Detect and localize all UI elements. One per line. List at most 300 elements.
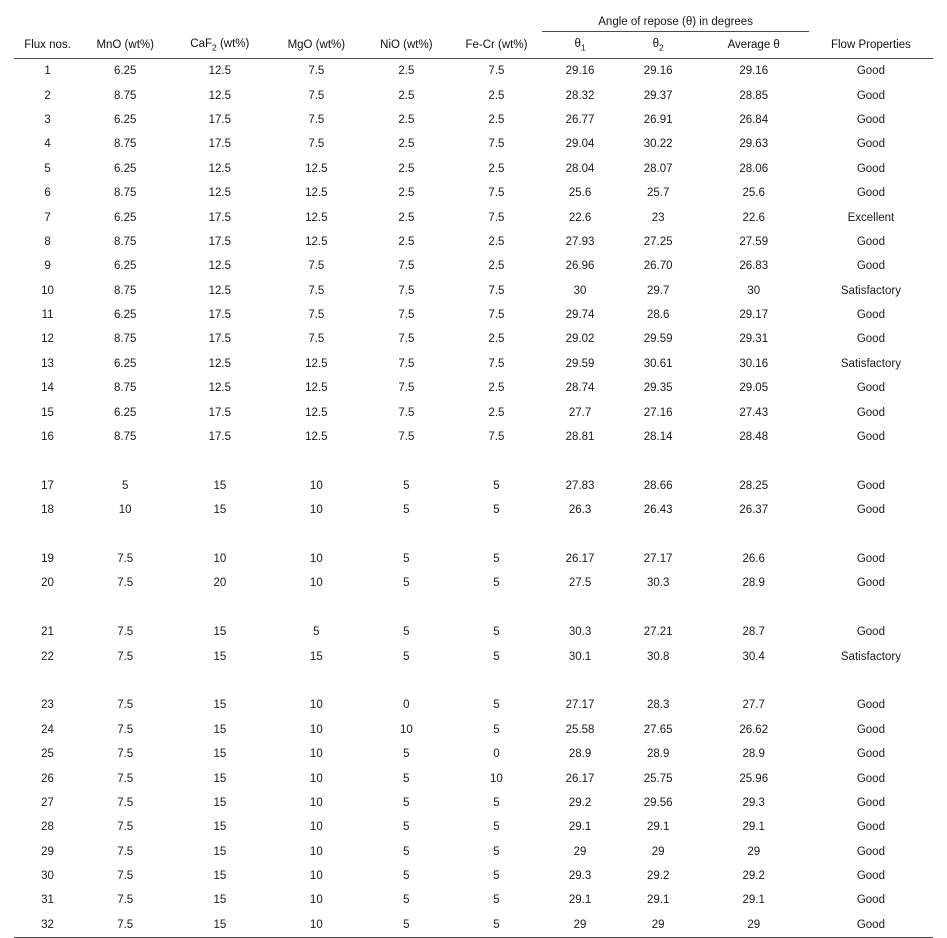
cell-average-theta: 28.9 (699, 742, 809, 766)
cell-mno: 7.5 (81, 913, 169, 938)
cell-theta1: 22.6 (542, 205, 617, 229)
row-group-spacer (14, 522, 933, 546)
cell-fecr: 2.5 (450, 254, 542, 278)
group-header-pad (362, 10, 450, 32)
cell-fecr: 5 (450, 498, 542, 522)
cell-mgo: 7.5 (270, 254, 362, 278)
table-row (14, 157, 933, 181)
cell-mno: 6.25 (81, 400, 169, 424)
table-row (14, 205, 933, 229)
cell-nio: 10 (362, 718, 450, 742)
cell-nio: 2.5 (362, 230, 450, 254)
cell-flux-no: 26 (14, 766, 81, 790)
cell-mno: 7.5 (81, 815, 169, 839)
cell-theta2: 28.3 (618, 693, 699, 717)
group-header-angle-of-repose (542, 10, 808, 32)
cell-theta2: 29.35 (618, 376, 699, 400)
cell-mgo: 10 (270, 913, 362, 938)
cell-flux-no: 7 (14, 205, 81, 229)
cell-mgo: 12.5 (270, 205, 362, 229)
cell-theta2: 29.37 (618, 83, 699, 107)
group-header-pad (270, 10, 362, 32)
cell-nio: 5 (362, 840, 450, 864)
table-row (14, 108, 933, 132)
cell-flux-no: 19 (14, 547, 81, 571)
cell-mgo: 10 (270, 840, 362, 864)
cell-nio: 7.5 (362, 352, 450, 376)
cell-caf2: 15 (169, 620, 270, 644)
cell-caf2: 12.5 (169, 376, 270, 400)
group-header-pad (169, 10, 270, 32)
cell-nio: 7.5 (362, 279, 450, 303)
cell-theta2: 25.7 (618, 181, 699, 205)
table-row (14, 83, 933, 107)
cell-mno: 6.25 (81, 205, 169, 229)
table-row (14, 352, 933, 376)
cell-mno: 7.5 (81, 718, 169, 742)
cell-caf2: 15 (169, 840, 270, 864)
column-header-caf2: CaF$_2$ (wt%) (169, 32, 270, 58)
table-row (14, 840, 933, 864)
cell-mno: 7.5 (81, 840, 169, 864)
cell-theta1: 29 (542, 913, 617, 938)
cell-caf2: 15 (169, 474, 270, 498)
row-group-spacer-cell (14, 669, 933, 693)
cell-caf2: 17.5 (169, 132, 270, 156)
table-head (14, 10, 933, 59)
cell-mgo: 12.5 (270, 352, 362, 376)
cell-mgo: 10 (270, 474, 362, 498)
cell-fecr: 7.5 (450, 279, 542, 303)
column-header-theta2: $\theta_2$ (618, 32, 699, 58)
cell-average-theta: 26.37 (699, 498, 809, 522)
cell-caf2: 15 (169, 644, 270, 668)
cell-flow-properties: Good (809, 791, 933, 815)
cell-theta2: 29.2 (618, 864, 699, 888)
cell-flow-properties: Good (809, 181, 933, 205)
table-row (14, 254, 933, 278)
cell-mno: 7.5 (81, 693, 169, 717)
row-group-spacer (14, 669, 933, 693)
cell-nio: 5 (362, 498, 450, 522)
column-header-nio: NiO (wt%) (362, 32, 450, 58)
cell-nio: 7.5 (362, 254, 450, 278)
cell-mno: 6.25 (81, 254, 169, 278)
cell-mgo: 10 (270, 864, 362, 888)
table-row (14, 279, 933, 303)
row-group-spacer-cell (14, 596, 933, 620)
cell-flow-properties: Good (809, 230, 933, 254)
cell-caf2: 17.5 (169, 108, 270, 132)
column-header-row (14, 32, 933, 58)
cell-fecr: 2.5 (450, 83, 542, 107)
cell-fecr: 2.5 (450, 230, 542, 254)
table-row (14, 571, 933, 595)
cell-theta2: 27.21 (618, 620, 699, 644)
column-header-flux-nos: Flux nos. (14, 32, 81, 58)
cell-theta2: 29 (618, 913, 699, 938)
cell-flux-no: 5 (14, 157, 81, 181)
cell-fecr: 5 (450, 840, 542, 864)
cell-theta2: 29 (618, 840, 699, 864)
cell-nio: 5 (362, 547, 450, 571)
cell-fecr: 5 (450, 474, 542, 498)
cell-caf2: 17.5 (169, 425, 270, 449)
cell-nio: 2.5 (362, 181, 450, 205)
cell-caf2: 15 (169, 888, 270, 912)
table-body (14, 59, 933, 938)
cell-flow-properties: Good (809, 83, 933, 107)
cell-theta1: 29.16 (542, 59, 617, 84)
cell-flux-no: 18 (14, 498, 81, 522)
cell-flux-no: 29 (14, 840, 81, 864)
cell-average-theta: 28.85 (699, 83, 809, 107)
cell-caf2: 12.5 (169, 181, 270, 205)
cell-flow-properties: Good (809, 425, 933, 449)
cell-theta1: 26.77 (542, 108, 617, 132)
table-row (14, 864, 933, 888)
cell-mno: 8.75 (81, 376, 169, 400)
cell-theta1: 27.7 (542, 400, 617, 424)
cell-theta1: 29.1 (542, 815, 617, 839)
cell-theta1: 25.6 (542, 181, 617, 205)
cell-mgo: 5 (270, 620, 362, 644)
cell-mgo: 7.5 (270, 279, 362, 303)
cell-caf2: 12.5 (169, 157, 270, 181)
cell-fecr: 2.5 (450, 157, 542, 181)
cell-mno: 8.75 (81, 83, 169, 107)
cell-average-theta: 26.62 (699, 718, 809, 742)
cell-fecr: 7.5 (450, 425, 542, 449)
cell-mgo: 12.5 (270, 376, 362, 400)
cell-fecr: 2.5 (450, 108, 542, 132)
cell-theta1: 29.04 (542, 132, 617, 156)
table-row (14, 791, 933, 815)
cell-nio: 5 (362, 742, 450, 766)
cell-fecr: 7.5 (450, 132, 542, 156)
cell-flow-properties: Satisfactory (809, 352, 933, 376)
cell-flow-properties: Good (809, 59, 933, 84)
cell-caf2: 15 (169, 791, 270, 815)
cell-mgo: 7.5 (270, 108, 362, 132)
cell-caf2: 20 (169, 571, 270, 595)
column-header-mgo: MgO (wt%) (270, 32, 362, 58)
cell-average-theta: 29.1 (699, 888, 809, 912)
cell-mgo: 10 (270, 718, 362, 742)
cell-mno: 7.5 (81, 644, 169, 668)
cell-caf2: 17.5 (169, 230, 270, 254)
cell-theta2: 28.6 (618, 303, 699, 327)
cell-mno: 6.25 (81, 157, 169, 181)
cell-caf2: 12.5 (169, 59, 270, 84)
cell-nio: 5 (362, 474, 450, 498)
column-header-mno: MnO (wt%) (81, 32, 169, 58)
cell-fecr: 0 (450, 742, 542, 766)
cell-nio: 2.5 (362, 132, 450, 156)
cell-flux-no: 27 (14, 791, 81, 815)
group-header-pad (81, 10, 169, 32)
cell-mgo: 10 (270, 742, 362, 766)
cell-flow-properties: Good (809, 376, 933, 400)
cell-average-theta: 28.48 (699, 425, 809, 449)
cell-mgo: 7.5 (270, 327, 362, 351)
cell-caf2: 12.5 (169, 254, 270, 278)
cell-fecr: 5 (450, 547, 542, 571)
cell-mgo: 10 (270, 888, 362, 912)
cell-mgo: 10 (270, 791, 362, 815)
cell-nio: 5 (362, 766, 450, 790)
table-row (14, 230, 933, 254)
cell-theta1: 26.17 (542, 766, 617, 790)
cell-flux-no: 10 (14, 279, 81, 303)
cell-mno: 8.75 (81, 132, 169, 156)
cell-mgo: 10 (270, 571, 362, 595)
cell-mgo: 7.5 (270, 132, 362, 156)
row-group-spacer (14, 596, 933, 620)
cell-fecr: 5 (450, 718, 542, 742)
cell-theta2: 28.14 (618, 425, 699, 449)
cell-theta2: 28.07 (618, 157, 699, 181)
cell-caf2: 17.5 (169, 327, 270, 351)
table-row (14, 620, 933, 644)
cell-flux-no: 9 (14, 254, 81, 278)
cell-average-theta: 29 (699, 913, 809, 938)
cell-mgo: 12.5 (270, 157, 362, 181)
cell-mno: 5 (81, 474, 169, 498)
cell-nio: 5 (362, 815, 450, 839)
cell-flux-no: 31 (14, 888, 81, 912)
cell-theta2: 30.3 (618, 571, 699, 595)
cell-flux-no: 23 (14, 693, 81, 717)
cell-flow-properties: Good (809, 815, 933, 839)
cell-caf2: 15 (169, 815, 270, 839)
cell-average-theta: 29.16 (699, 59, 809, 84)
cell-flow-properties: Good (809, 132, 933, 156)
cell-flow-properties: Good (809, 718, 933, 742)
cell-flow-properties: Good (809, 888, 933, 912)
table-row (14, 888, 933, 912)
cell-theta1: 29.59 (542, 352, 617, 376)
cell-theta2: 26.70 (618, 254, 699, 278)
cell-caf2: 12.5 (169, 279, 270, 303)
cell-fecr: 7.5 (450, 59, 542, 84)
cell-flux-no: 4 (14, 132, 81, 156)
group-header-pad (809, 10, 933, 32)
cell-fecr: 5 (450, 693, 542, 717)
cell-fecr: 5 (450, 888, 542, 912)
cell-nio: 5 (362, 913, 450, 938)
cell-flux-no: 15 (14, 400, 81, 424)
table-row (14, 425, 933, 449)
cell-flow-properties: Good (809, 571, 933, 595)
cell-fecr: 2.5 (450, 376, 542, 400)
cell-theta2: 30.8 (618, 644, 699, 668)
cell-theta1: 30.3 (542, 620, 617, 644)
cell-average-theta: 29.05 (699, 376, 809, 400)
cell-flow-properties: Good (809, 474, 933, 498)
cell-caf2: 15 (169, 742, 270, 766)
cell-flow-properties: Good (809, 547, 933, 571)
cell-nio: 0 (362, 693, 450, 717)
cell-theta1: 28.32 (542, 83, 617, 107)
cell-nio: 7.5 (362, 425, 450, 449)
cell-theta2: 29.56 (618, 791, 699, 815)
cell-flux-no: 3 (14, 108, 81, 132)
cell-average-theta: 22.6 (699, 205, 809, 229)
cell-theta2: 30.22 (618, 132, 699, 156)
cell-flux-no: 8 (14, 230, 81, 254)
cell-average-theta: 27.59 (699, 230, 809, 254)
cell-mgo: 12.5 (270, 230, 362, 254)
cell-theta1: 29.2 (542, 791, 617, 815)
cell-average-theta: 28.9 (699, 571, 809, 595)
cell-caf2: 17.5 (169, 303, 270, 327)
cell-flow-properties: Good (809, 913, 933, 938)
cell-flow-properties: Good (809, 766, 933, 790)
cell-theta2: 27.65 (618, 718, 699, 742)
column-header-theta1: $\theta_1$ (542, 32, 617, 58)
column-header-flow-properties: Flow Properties (809, 32, 933, 58)
cell-nio: 2.5 (362, 157, 450, 181)
cell-average-theta: 30.16 (699, 352, 809, 376)
cell-theta1: 28.74 (542, 376, 617, 400)
cell-fecr: 2.5 (450, 400, 542, 424)
cell-caf2: 15 (169, 913, 270, 938)
cell-theta2: 27.25 (618, 230, 699, 254)
cell-average-theta: 30.4 (699, 644, 809, 668)
cell-theta2: 25.75 (618, 766, 699, 790)
theta1-subscript: 1 (581, 42, 586, 52)
cell-flow-properties: Good (809, 840, 933, 864)
cell-theta1: 30 (542, 279, 617, 303)
cell-average-theta: 29.17 (699, 303, 809, 327)
cell-mno: 7.5 (81, 791, 169, 815)
cell-fecr: 5 (450, 815, 542, 839)
row-group-spacer-cell (14, 449, 933, 473)
cell-fecr: 7.5 (450, 205, 542, 229)
cell-caf2: 10 (169, 547, 270, 571)
cell-mno: 8.75 (81, 425, 169, 449)
cell-caf2: 15 (169, 693, 270, 717)
table-row (14, 181, 933, 205)
cell-theta2: 29.16 (618, 59, 699, 84)
cell-theta2: 29.7 (618, 279, 699, 303)
table-row (14, 327, 933, 351)
cell-flux-no: 20 (14, 571, 81, 595)
table-row (14, 815, 933, 839)
cell-flow-properties: Good (809, 864, 933, 888)
cell-flux-no: 16 (14, 425, 81, 449)
cell-theta1: 26.96 (542, 254, 617, 278)
cell-theta2: 30.61 (618, 352, 699, 376)
cell-caf2: 17.5 (169, 205, 270, 229)
cell-theta1: 29.3 (542, 864, 617, 888)
cell-flux-no: 2 (14, 83, 81, 107)
cell-mgo: 12.5 (270, 181, 362, 205)
cell-flow-properties: Good (809, 498, 933, 522)
cell-mgo: 10 (270, 547, 362, 571)
cell-flux-no: 30 (14, 864, 81, 888)
cell-caf2: 15 (169, 766, 270, 790)
cell-fecr: 7.5 (450, 181, 542, 205)
cell-theta2: 29.1 (618, 888, 699, 912)
cell-nio: 2.5 (362, 59, 450, 84)
cell-mno: 6.25 (81, 108, 169, 132)
cell-theta2: 27.16 (618, 400, 699, 424)
cell-average-theta: 28.25 (699, 474, 809, 498)
cell-mgo: 7.5 (270, 59, 362, 84)
cell-theta1: 27.5 (542, 571, 617, 595)
cell-flow-properties: Good (809, 693, 933, 717)
cell-theta2: 28.66 (618, 474, 699, 498)
cell-theta1: 30.1 (542, 644, 617, 668)
cell-average-theta: 29.3 (699, 791, 809, 815)
cell-flux-no: 25 (14, 742, 81, 766)
cell-nio: 2.5 (362, 108, 450, 132)
caf2-subscript: 2 (212, 42, 217, 52)
cell-mgo: 10 (270, 766, 362, 790)
cell-nio: 5 (362, 864, 450, 888)
cell-theta2: 26.91 (618, 108, 699, 132)
cell-fecr: 7.5 (450, 352, 542, 376)
cell-nio: 5 (362, 791, 450, 815)
cell-nio: 5 (362, 571, 450, 595)
cell-fecr: 5 (450, 864, 542, 888)
table-row (14, 693, 933, 717)
table-row (14, 766, 933, 790)
cell-mgo: 10 (270, 693, 362, 717)
cell-theta2: 28.9 (618, 742, 699, 766)
cell-mgo: 12.5 (270, 400, 362, 424)
cell-theta2: 29.1 (618, 815, 699, 839)
cell-mno: 7.5 (81, 766, 169, 790)
cell-theta1: 29.02 (542, 327, 617, 351)
cell-theta1: 26.17 (542, 547, 617, 571)
cell-theta1: 28.04 (542, 157, 617, 181)
cell-average-theta: 29 (699, 840, 809, 864)
cell-theta2: 29.59 (618, 327, 699, 351)
cell-flux-no: 6 (14, 181, 81, 205)
theta2-subscript: 2 (659, 42, 664, 52)
cell-average-theta: 29.2 (699, 864, 809, 888)
table-row (14, 303, 933, 327)
cell-caf2: 15 (169, 864, 270, 888)
cell-theta1: 27.17 (542, 693, 617, 717)
cell-flow-properties: Good (809, 254, 933, 278)
cell-flux-no: 28 (14, 815, 81, 839)
cell-theta1: 26.3 (542, 498, 617, 522)
cell-theta1: 27.83 (542, 474, 617, 498)
cell-flow-properties: Good (809, 157, 933, 181)
cell-average-theta: 29.63 (699, 132, 809, 156)
cell-flux-no: 17 (14, 474, 81, 498)
cell-theta1: 28.9 (542, 742, 617, 766)
cell-average-theta: 28.7 (699, 620, 809, 644)
cell-average-theta: 26.6 (699, 547, 809, 571)
cell-flow-properties: Good (809, 108, 933, 132)
cell-nio: 5 (362, 620, 450, 644)
cell-average-theta: 29.31 (699, 327, 809, 351)
cell-fecr: 7.5 (450, 303, 542, 327)
row-group-spacer-cell (14, 522, 933, 546)
cell-nio: 7.5 (362, 327, 450, 351)
cell-nio: 7.5 (362, 376, 450, 400)
table-row (14, 132, 933, 156)
cell-mno: 8.75 (81, 327, 169, 351)
cell-mno: 7.5 (81, 620, 169, 644)
cell-mno: 6.25 (81, 352, 169, 376)
cell-flux-no: 32 (14, 913, 81, 938)
